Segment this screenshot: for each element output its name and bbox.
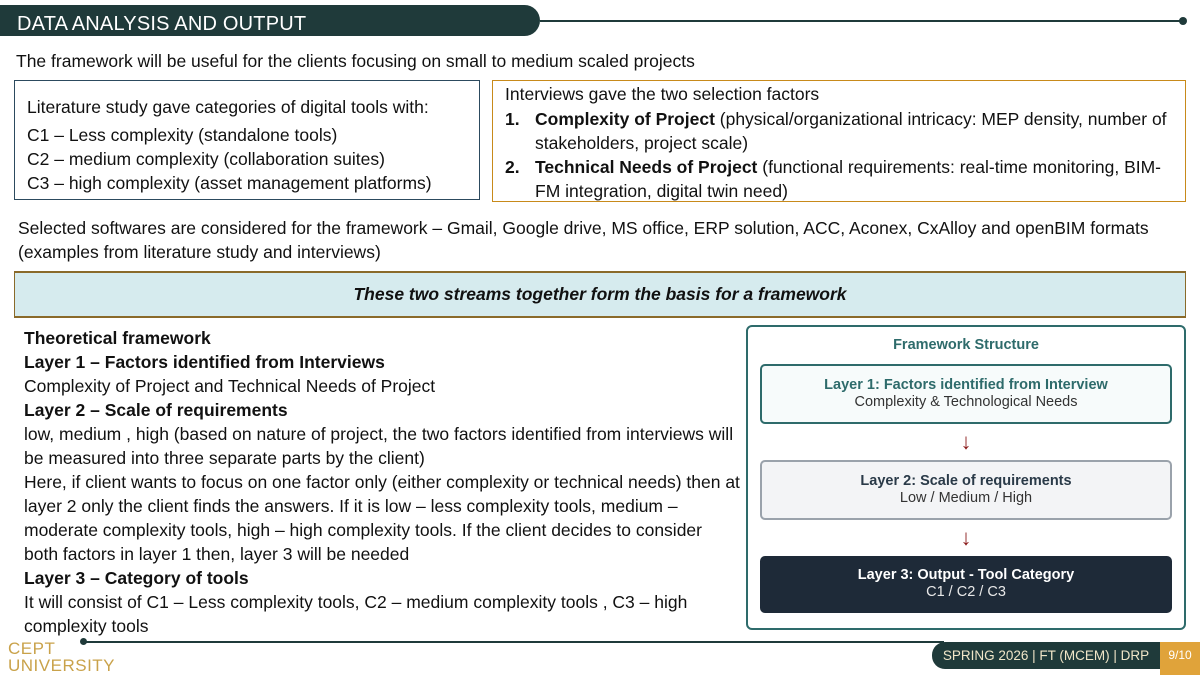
layer2-text: low, medium , high (based on nature of project, the two factors identified from interviews will be measured into three separate parts by the client) (24, 424, 734, 468)
intro-text: The framework will be useful for the clients focusing on small to medium scaled projects (16, 51, 695, 71)
factor-number: 1. (505, 109, 520, 129)
selected-softwares-text: Selected softwares are considered for the framework – Gmail, Google drive, MS office, ERP solution, ACC, Aconex, CxAlloy and openBIM formats (examples from literature study and interviews) (18, 218, 1149, 262)
category-item-c3: C3 – high complexity (asset management platforms) (27, 173, 432, 193)
interviews-heading: Interviews gave the two selection factors (505, 84, 820, 104)
factor-title: Complexity of Project (535, 109, 715, 129)
layer1-text: Complexity of Project and Technical Needs of Project (24, 376, 436, 396)
logo-line1: CEPT (8, 639, 56, 658)
theory-title: Theoretical framework (24, 328, 211, 348)
layer3-heading: Layer 3 – Category of tools (24, 568, 249, 588)
layer3-card-title: Layer 3: Output - Tool Category (857, 567, 1075, 583)
layer2-card-subtitle: Low / Medium / High (899, 490, 1033, 506)
arrow-down-icon: ↓ (960, 525, 972, 550)
footer-rule (84, 641, 944, 643)
university-logo (8, 640, 115, 674)
factor-item-complexity (505, 107, 1177, 155)
category-item-c2: C2 – medium complexity (collaboration suites) (27, 149, 385, 169)
layer3-text: It will consist of C1 – Less complexity tools, C2 – medium complexity tools , C3 – high complexity tools (24, 592, 688, 636)
layer1-card-subtitle: Complexity & Technological Needs (854, 394, 1078, 410)
layer1-heading: Layer 1 – Factors identified from Interviews (24, 352, 385, 372)
framework-banner: These two streams together form the basis for a framework (14, 271, 1186, 318)
logo-line2: UNIVERSITY (8, 656, 116, 675)
footer-course-tab: SPRING 2026 | FT (MCEM) | DRP (932, 642, 1160, 669)
factor-title: Technical Needs of Project (535, 157, 758, 177)
layer1-card-title: Layer 1: Factors identified from Interview (824, 377, 1108, 393)
category-list (27, 123, 432, 195)
interviews-box (492, 80, 1186, 202)
layer2-explanation: Here, if client wants to focus on one factor only (either complexity or technical needs) then at layer 2 only the client finds the answers. If it is low – less complexity tools, medium – moderate complexity tools, high – high complexity tools. If the client decides to consider both factors in layer 1 then, layer 3 will be needed (24, 472, 740, 564)
layer2-card (760, 460, 1172, 520)
layer1-card (760, 364, 1172, 424)
framework-structure-title: Framework Structure (893, 337, 1039, 353)
layer3-card-subtitle: C1 / C2 / C3 (926, 584, 1006, 600)
factor-item-technical-needs (505, 155, 1177, 203)
theoretical-framework (24, 326, 740, 638)
arrow-down-icon: ↓ (960, 429, 972, 454)
page-number-badge: 9/10 (1160, 642, 1200, 675)
category-item-c1: C1 – Less complexity (standalone tools) (27, 125, 338, 145)
header-bar (0, 5, 540, 36)
factor-description: (physical/organizational intricacy: MEP density, number of stakeholders, project scale) (535, 109, 1167, 153)
layer2-card-title: Layer 2: Scale of requirements (860, 473, 1072, 489)
layer2-heading: Layer 2 – Scale of requirements (24, 400, 288, 420)
header-rule (540, 20, 1182, 22)
factor-number: 2. (505, 157, 520, 177)
framework-structure-diagram (746, 325, 1186, 630)
factor-description: (functional requirements: real-time monitoring, BIM-FM integration, digital twin need) (535, 157, 1162, 201)
slide-title: DATA ANALYSIS AND OUTPUT (17, 13, 307, 35)
header-rule-dot (1179, 17, 1187, 25)
factor-list (505, 107, 1177, 203)
layer3-card (760, 556, 1172, 613)
literature-heading: Literature study gave categories of digital tools with: (27, 97, 429, 117)
literature-box (14, 80, 480, 200)
